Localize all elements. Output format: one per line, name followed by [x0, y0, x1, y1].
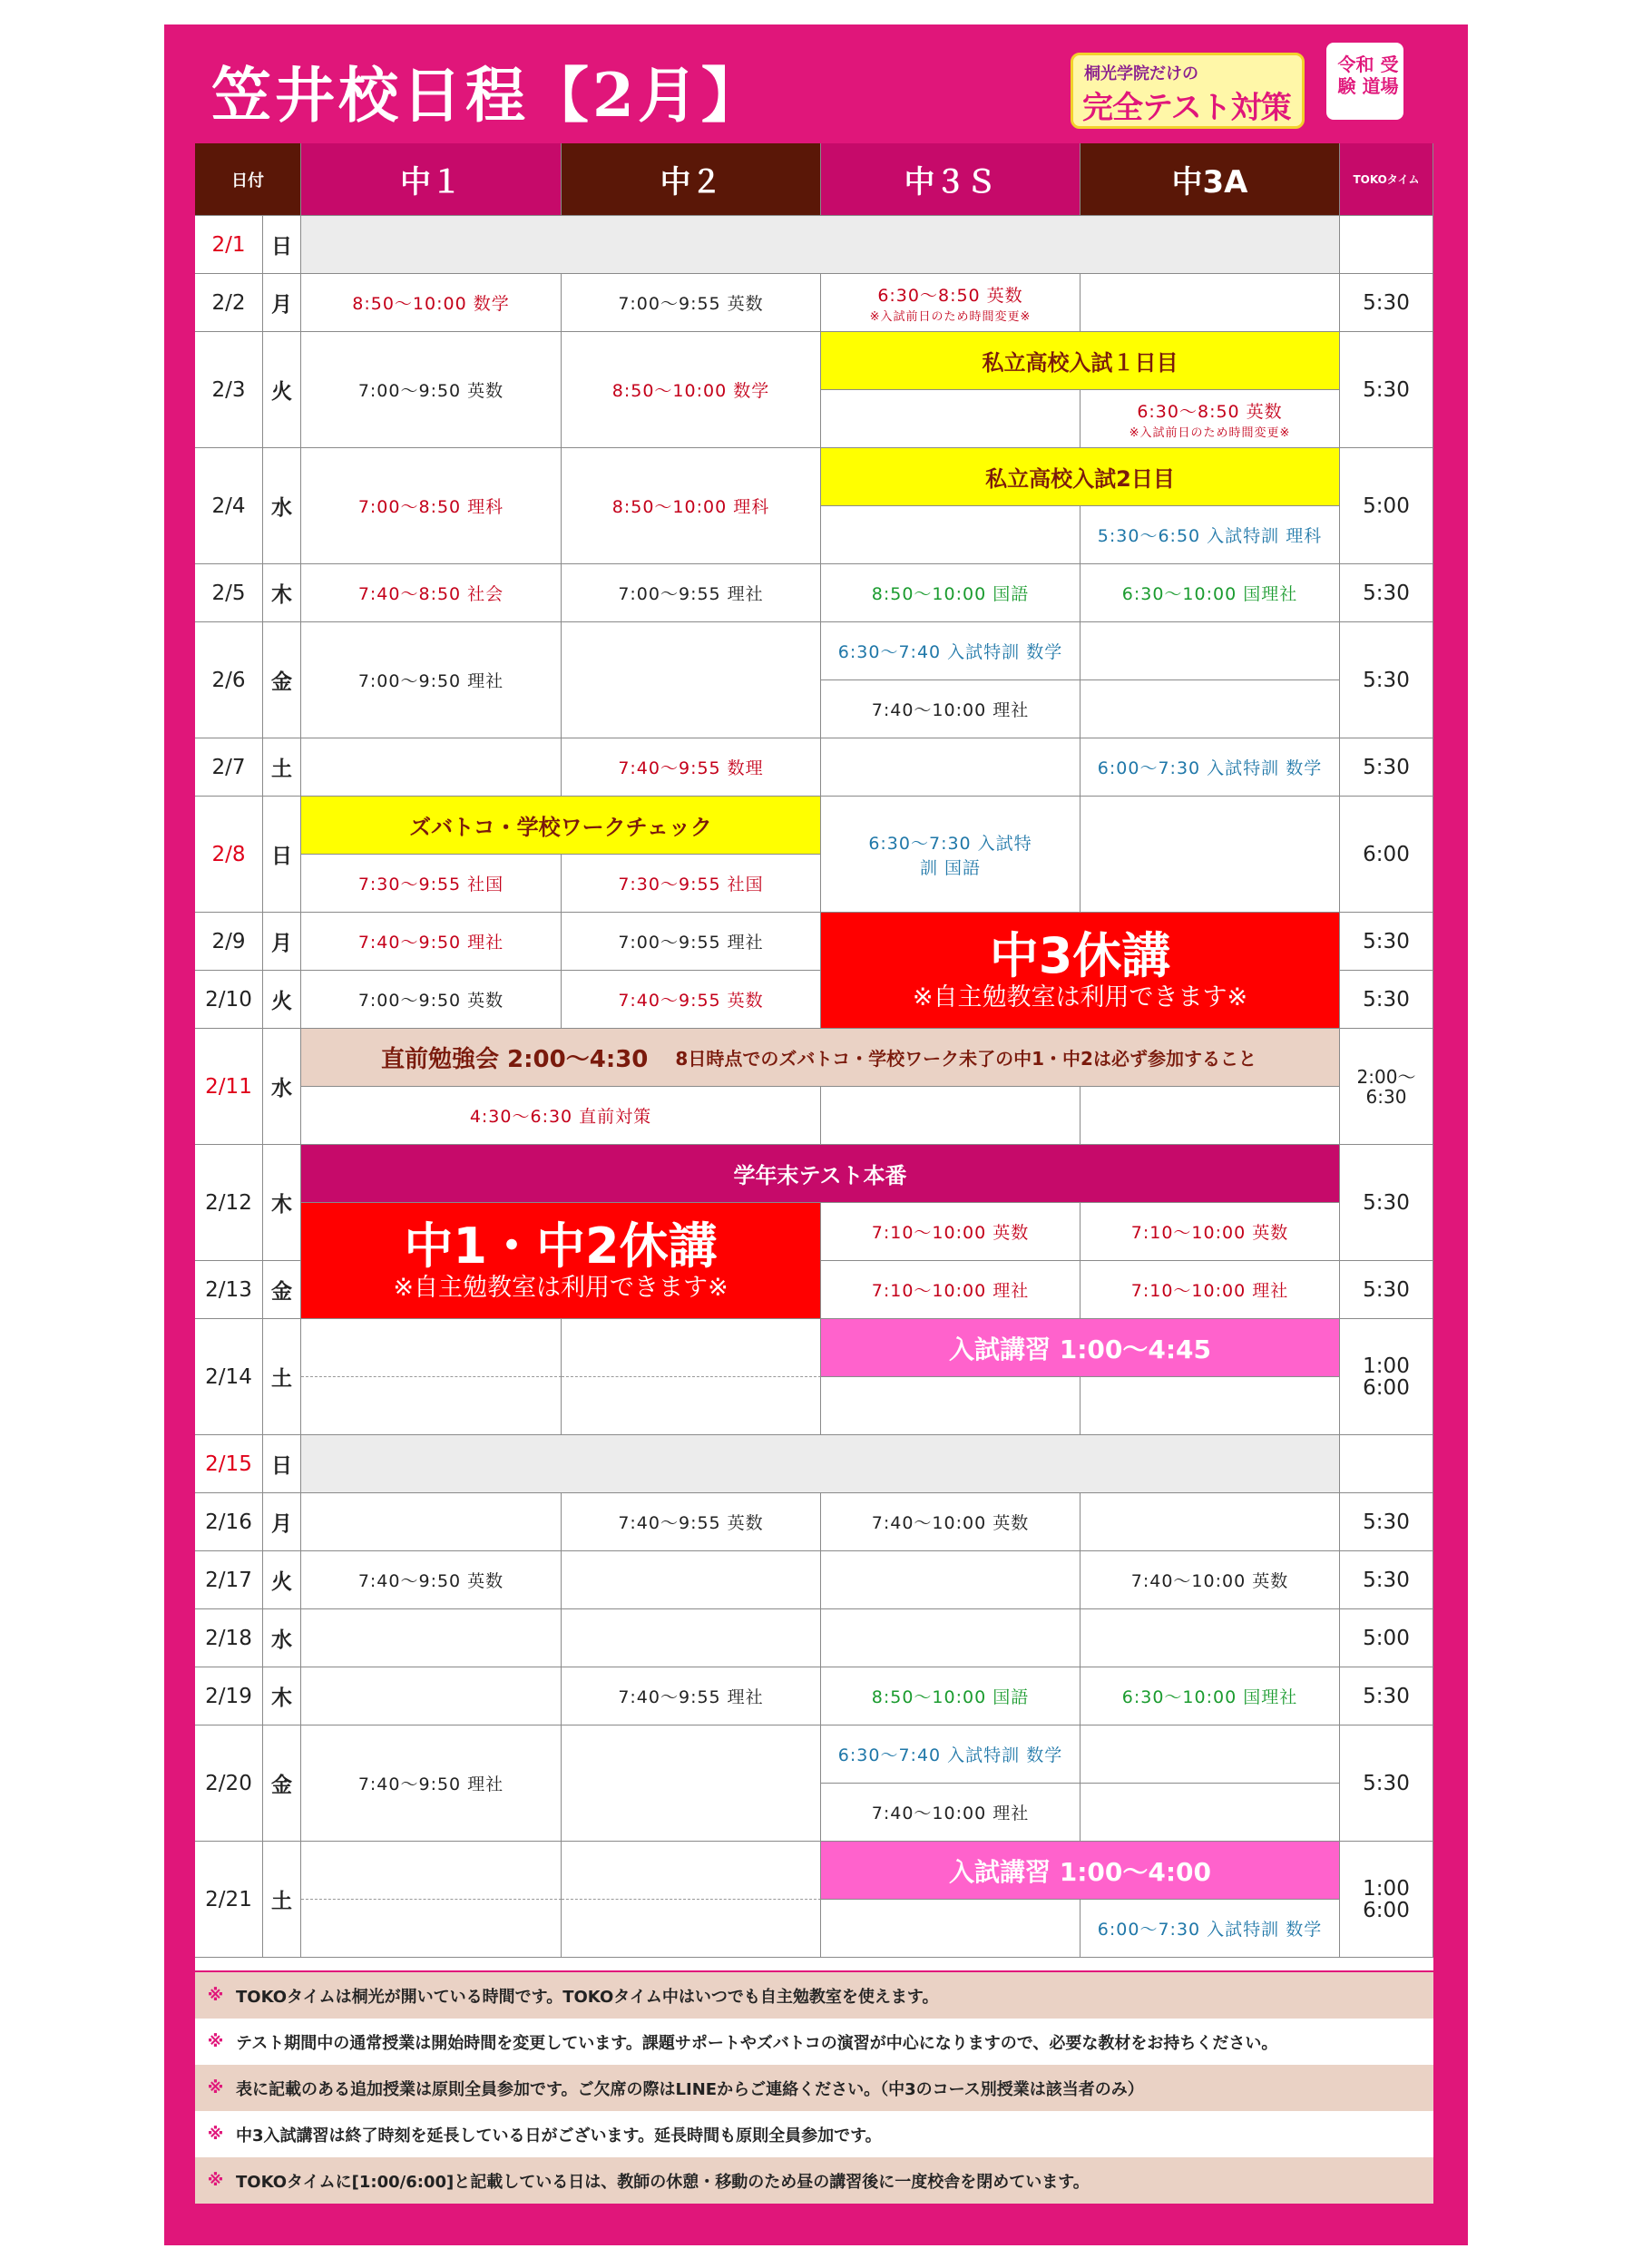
class-cell-c3s: [821, 274, 1081, 332]
class-cell-c3a: [1081, 680, 1340, 738]
header-c1: 中１: [301, 143, 562, 216]
class-cell-c2: [562, 1725, 821, 1842]
note-item: [195, 2019, 1433, 2065]
class-cell-c1: 7:00～9:50 英数: [301, 332, 562, 448]
study-session-note: 8日時点でのズバトコ・学校ワーク未了の中1・中2は必ず参加すること: [675, 1048, 1257, 1070]
class-cell-c1: [301, 1667, 562, 1725]
date-cell: 2/3: [195, 332, 263, 448]
c3-closed-block: [821, 913, 1340, 1029]
toko-cell: 5:30: [1340, 1725, 1433, 1842]
date-cell: 2/11: [195, 1029, 263, 1145]
course-banner: 入試講習 1:00～4:00: [821, 1842, 1340, 1900]
weekday-cell: 水: [263, 448, 301, 564]
exam-banner: 私立高校入試１日目: [821, 332, 1340, 390]
class-cell-c2: [562, 1377, 821, 1435]
date-cell: 2/17: [195, 1551, 263, 1609]
weekday-cell: 木: [263, 1667, 301, 1725]
weekday-cell: 土: [263, 1842, 301, 1958]
note-item: [195, 2065, 1433, 2111]
class-cell-c2: [562, 1900, 821, 1958]
class-cell-c2: [562, 1609, 821, 1667]
class-cell-c3a: 6:30～10:00 国理社: [1081, 564, 1340, 622]
class-cell-c3a: 7:40～10:00 英数: [1081, 1551, 1340, 1609]
date-cell: 2/2: [195, 274, 263, 332]
date-cell: 2/9: [195, 913, 263, 971]
weekday-cell: 日: [263, 216, 301, 274]
class-cell-c1: 7:40～9:50 理社: [301, 1725, 562, 1842]
note-mark: ※: [207, 1986, 224, 2005]
class-cell-c1: 7:30～9:55 社国: [301, 855, 562, 913]
class-cell-c2: [562, 1842, 821, 1900]
test-logo-small: 桐光学院だけの: [1084, 64, 1198, 83]
class-cell-c3a: 6:00～7:30 入試特訓 数学: [1081, 738, 1340, 797]
course-banner: 入試講習 1:00～4:45: [821, 1319, 1340, 1377]
class-cell-c3a: [1081, 1609, 1340, 1667]
class-note: ※入試前日のため時間変更※: [1129, 425, 1291, 440]
class-cell-c2: 7:00～9:55 理社: [562, 564, 821, 622]
weekday-cell: 木: [263, 1145, 301, 1261]
class-cell-c3a: [1081, 1087, 1340, 1145]
test-logo: [1071, 53, 1305, 129]
closed-title: 中3休講: [989, 926, 1171, 984]
date-cell: 2/5: [195, 564, 263, 622]
date-cell: 2/10: [195, 971, 263, 1029]
weekday-cell: 水: [263, 1029, 301, 1145]
class-cell-c2: 7:00～9:55 英数: [562, 274, 821, 332]
class-cell-c1: [301, 1842, 562, 1900]
class-cell-c3s: [821, 1087, 1081, 1145]
class-cell-c2: 7:40～9:55 数理: [562, 738, 821, 797]
note-text: TOKOタイムに[1:00/6:00]と記載している日は、教師の休憩・移動のため昼の講習後に一度校舎を閉めています。: [236, 2172, 1090, 2192]
class-cell-c3s: [821, 1551, 1081, 1609]
class-cell-c3s: 7:40～10:00 理社: [821, 1784, 1081, 1842]
toko-cell: 5:30: [1340, 1145, 1433, 1261]
toko-cell: 5:00: [1340, 1609, 1433, 1667]
notes-list: [195, 1972, 1433, 2204]
note-item: [195, 1972, 1433, 2019]
class-cell-c3a: 7:10～10:00 理社: [1081, 1261, 1340, 1319]
class-time: 6:30～8:50 英数: [1137, 401, 1283, 422]
header-c2: 中２: [562, 143, 821, 216]
toko-cell: [1340, 216, 1433, 274]
toko-cell: 5:30: [1340, 1261, 1433, 1319]
class-cell-c3a: [1081, 274, 1340, 332]
weekday-cell: 金: [263, 1725, 301, 1842]
class-cell-c3a: 7:10～10:00 英数: [1081, 1203, 1340, 1261]
class-cell-c2: 7:00～9:55 理社: [562, 913, 821, 971]
class-cell-c2: 7:30～9:55 社国: [562, 855, 821, 913]
date-cell: 2/13: [195, 1261, 263, 1319]
toko-cell: 5:30: [1340, 1551, 1433, 1609]
date-cell: 2/8: [195, 797, 263, 913]
class-cell-c3s: [821, 390, 1081, 448]
toko-cell: 1:00 6:00: [1340, 1319, 1433, 1435]
weekday-cell: 火: [263, 332, 301, 448]
date-cell: 2/18: [195, 1609, 263, 1667]
header-c3s: 中３Ｓ: [821, 143, 1081, 216]
class-cell-c12: 4:30～6:30 直前対策: [301, 1087, 821, 1145]
header-date: 日付: [195, 143, 301, 216]
weekday-cell: 月: [263, 274, 301, 332]
header-toko: TOKOタイム: [1340, 143, 1433, 216]
class-cell-c3a: 6:00～7:30 入試特訓 数学: [1081, 1900, 1340, 1958]
class-cell-c1: [301, 1900, 562, 1958]
date-cell: 2/14: [195, 1319, 263, 1435]
check-banner: ズバトコ・学校ワークチェック: [301, 797, 821, 855]
date-cell: 2/6: [195, 622, 263, 738]
toko-cell: 6:00: [1340, 797, 1433, 913]
weekday-cell: 金: [263, 622, 301, 738]
class-cell-c1: [301, 1493, 562, 1551]
study-session-time: 直前勉強会 2:00～4:30: [381, 1046, 649, 1073]
class-cell-c3a: [1081, 1377, 1340, 1435]
weekday-cell: 日: [263, 797, 301, 913]
class-cell-c3a: [1081, 797, 1340, 913]
date-cell: 2/16: [195, 1493, 263, 1551]
note-mark: ※: [207, 2032, 224, 2051]
toko-cell: 5:30: [1340, 332, 1433, 448]
toko-cell: 1:00 6:00: [1340, 1842, 1433, 1958]
c12-closed-block: [301, 1203, 821, 1319]
class-cell-c3s: 8:50～10:00 国語: [821, 564, 1081, 622]
class-cell-c3s: 7:40～10:00 英数: [821, 1493, 1081, 1551]
date-cell: 2/21: [195, 1842, 263, 1958]
note-item: [195, 2111, 1433, 2157]
class-cell-c2: [562, 622, 821, 738]
note-text: テスト期間中の通常授業は開始時間を変更しています。課題サポートやズバトコの演習が中心になりますので、必要な教材をお持ちください。: [236, 2033, 1278, 2053]
class-cell-c1: 7:40～9:50 理社: [301, 913, 562, 971]
class-cell-c3s: 7:40～10:00 理社: [821, 680, 1081, 738]
toko-cell: 5:00: [1340, 448, 1433, 564]
dojo-logo-text: 令和 受験 道場: [1337, 54, 1399, 97]
weekday-cell: 月: [263, 913, 301, 971]
class-cell-c3s: [821, 506, 1081, 564]
toko-cell: 5:30: [1340, 1667, 1433, 1725]
toko-cell: 5:30: [1340, 564, 1433, 622]
note-mark: ※: [207, 2125, 224, 2144]
weekday-cell: 木: [263, 564, 301, 622]
class-cell-c1: 7:00～9:50 理社: [301, 622, 562, 738]
class-cell-c1: 7:40～9:50 英数: [301, 1551, 562, 1609]
class-cell-c1: [301, 738, 562, 797]
class-cell-c2: 7:40～9:55 英数: [562, 971, 821, 1029]
test-logo-big: 完全テスト対策: [1082, 90, 1291, 126]
schedule-table: [195, 143, 1433, 1970]
class-cell-c3s: 6:30～7:30 入試特訓 国語: [821, 797, 1081, 913]
toko-cell: 5:30: [1340, 971, 1433, 1029]
date-cell: 2/19: [195, 1667, 263, 1725]
dojo-logo: [1323, 39, 1407, 123]
class-cell-c1: [301, 1319, 562, 1377]
class-cell-c1: [301, 1377, 562, 1435]
weekday-cell: 水: [263, 1609, 301, 1667]
toko-cell: 5:30: [1340, 738, 1433, 797]
weekday-cell: 月: [263, 1493, 301, 1551]
class-cell-c3a: [1081, 1725, 1340, 1784]
class-cell-c3a: [1081, 622, 1340, 680]
toko-cell: 5:30: [1340, 622, 1433, 738]
weekday-cell: 火: [263, 971, 301, 1029]
class-cell-c2: 7:40～9:55 英数: [562, 1493, 821, 1551]
note-text: TOKOタイムは桐光が開いている時間です。TOKOタイム中はいつでも自主勉教室を使えます。: [236, 1987, 939, 2007]
date-cell: 2/15: [195, 1435, 263, 1493]
class-cell-c3s: [821, 1377, 1081, 1435]
note-mark: ※: [207, 2171, 224, 2190]
toko-cell: 5:30: [1340, 1493, 1433, 1551]
weekday-cell: 火: [263, 1551, 301, 1609]
class-cell-c2: [562, 1551, 821, 1609]
toko-cell: [1340, 1435, 1433, 1493]
weekday-cell: 金: [263, 1261, 301, 1319]
class-cell-c1: 7:40～8:50 社会: [301, 564, 562, 622]
note-text: 表に記載のある追加授業は原則全員参加です。ご欠席の際はLINEからご連絡ください。（中3のコース別授業は該当者のみ）: [236, 2079, 1144, 2099]
class-cell-c3s: 8:50～10:00 国語: [821, 1667, 1081, 1725]
toko-cell: 2:00～ 6:30: [1340, 1029, 1433, 1145]
date-cell: 2/7: [195, 738, 263, 797]
class-cell-c1: 7:00～9:50 英数: [301, 971, 562, 1029]
closed-title: 中1・中2休講: [404, 1217, 718, 1275]
toko-cell: 5:30: [1340, 274, 1433, 332]
class-cell-c1: 7:00～8:50 理科: [301, 448, 562, 564]
weekday-cell: 土: [263, 738, 301, 797]
class-cell-c3a: [1081, 390, 1340, 448]
weekday-cell: 日: [263, 1435, 301, 1493]
date-cell: 2/4: [195, 448, 263, 564]
class-cell-c2: 8:50～10:00 理科: [562, 448, 821, 564]
date-cell: 2/1: [195, 216, 263, 274]
weekday-cell: 土: [263, 1319, 301, 1435]
class-cell-c3a: 6:30～10:00 国理社: [1081, 1667, 1340, 1725]
exam-banner: 私立高校入試2日目: [821, 448, 1340, 506]
class-cell-c3a: [1081, 1784, 1340, 1842]
class-cell-c3s: 6:30～7:40 入試特訓 数学: [821, 622, 1081, 680]
note-item: [195, 2157, 1433, 2204]
class-note: ※入試前日のため時間変更※: [869, 309, 1032, 324]
class-cell-c3s: 7:10～10:00 理社: [821, 1261, 1081, 1319]
class-cell-c3s: 7:10～10:00 英数: [821, 1203, 1081, 1261]
closed-note: ※自主勉教室は利用できます※: [912, 982, 1248, 1012]
class-cell-c3a: 5:30～6:50 入試特訓 理科: [1081, 506, 1340, 564]
class-cell-c3a: [1081, 1493, 1340, 1551]
toko-cell: 5:30: [1340, 913, 1433, 971]
class-cell-c2: [562, 1319, 821, 1377]
date-cell: 2/12: [195, 1145, 263, 1261]
test-day-banner: 学年末テスト本番: [301, 1145, 1340, 1203]
page-title: 笠井校日程【2月】: [211, 60, 765, 131]
header-c3a: 中3A: [1081, 143, 1340, 216]
study-session-banner: [301, 1029, 1340, 1087]
date-cell: 2/20: [195, 1725, 263, 1842]
class-cell-c1: [301, 1609, 562, 1667]
class-cell-c3s: 6:30～7:40 入試特訓 数学: [821, 1725, 1081, 1784]
class-cell-c2: 8:50～10:00 数学: [562, 332, 821, 448]
closed-note: ※自主勉教室は利用できます※: [393, 1273, 728, 1302]
class-cell-c2: 7:40～9:55 理社: [562, 1667, 821, 1725]
class-cell-c3s: [821, 1900, 1081, 1958]
note-text: 中3入試講習は終了時刻を延長している日がございます。延長時間も原則全員参加です。: [236, 2126, 882, 2146]
sunday-blank: [301, 1435, 1340, 1493]
sunday-blank: [301, 216, 1340, 274]
class-cell-c3s: [821, 738, 1081, 797]
class-cell-c3s: [821, 1609, 1081, 1667]
class-time: 6:30～8:50 英数: [877, 285, 1023, 306]
class-cell-c1: 8:50～10:00 数学: [301, 274, 562, 332]
note-mark: ※: [207, 2078, 224, 2097]
